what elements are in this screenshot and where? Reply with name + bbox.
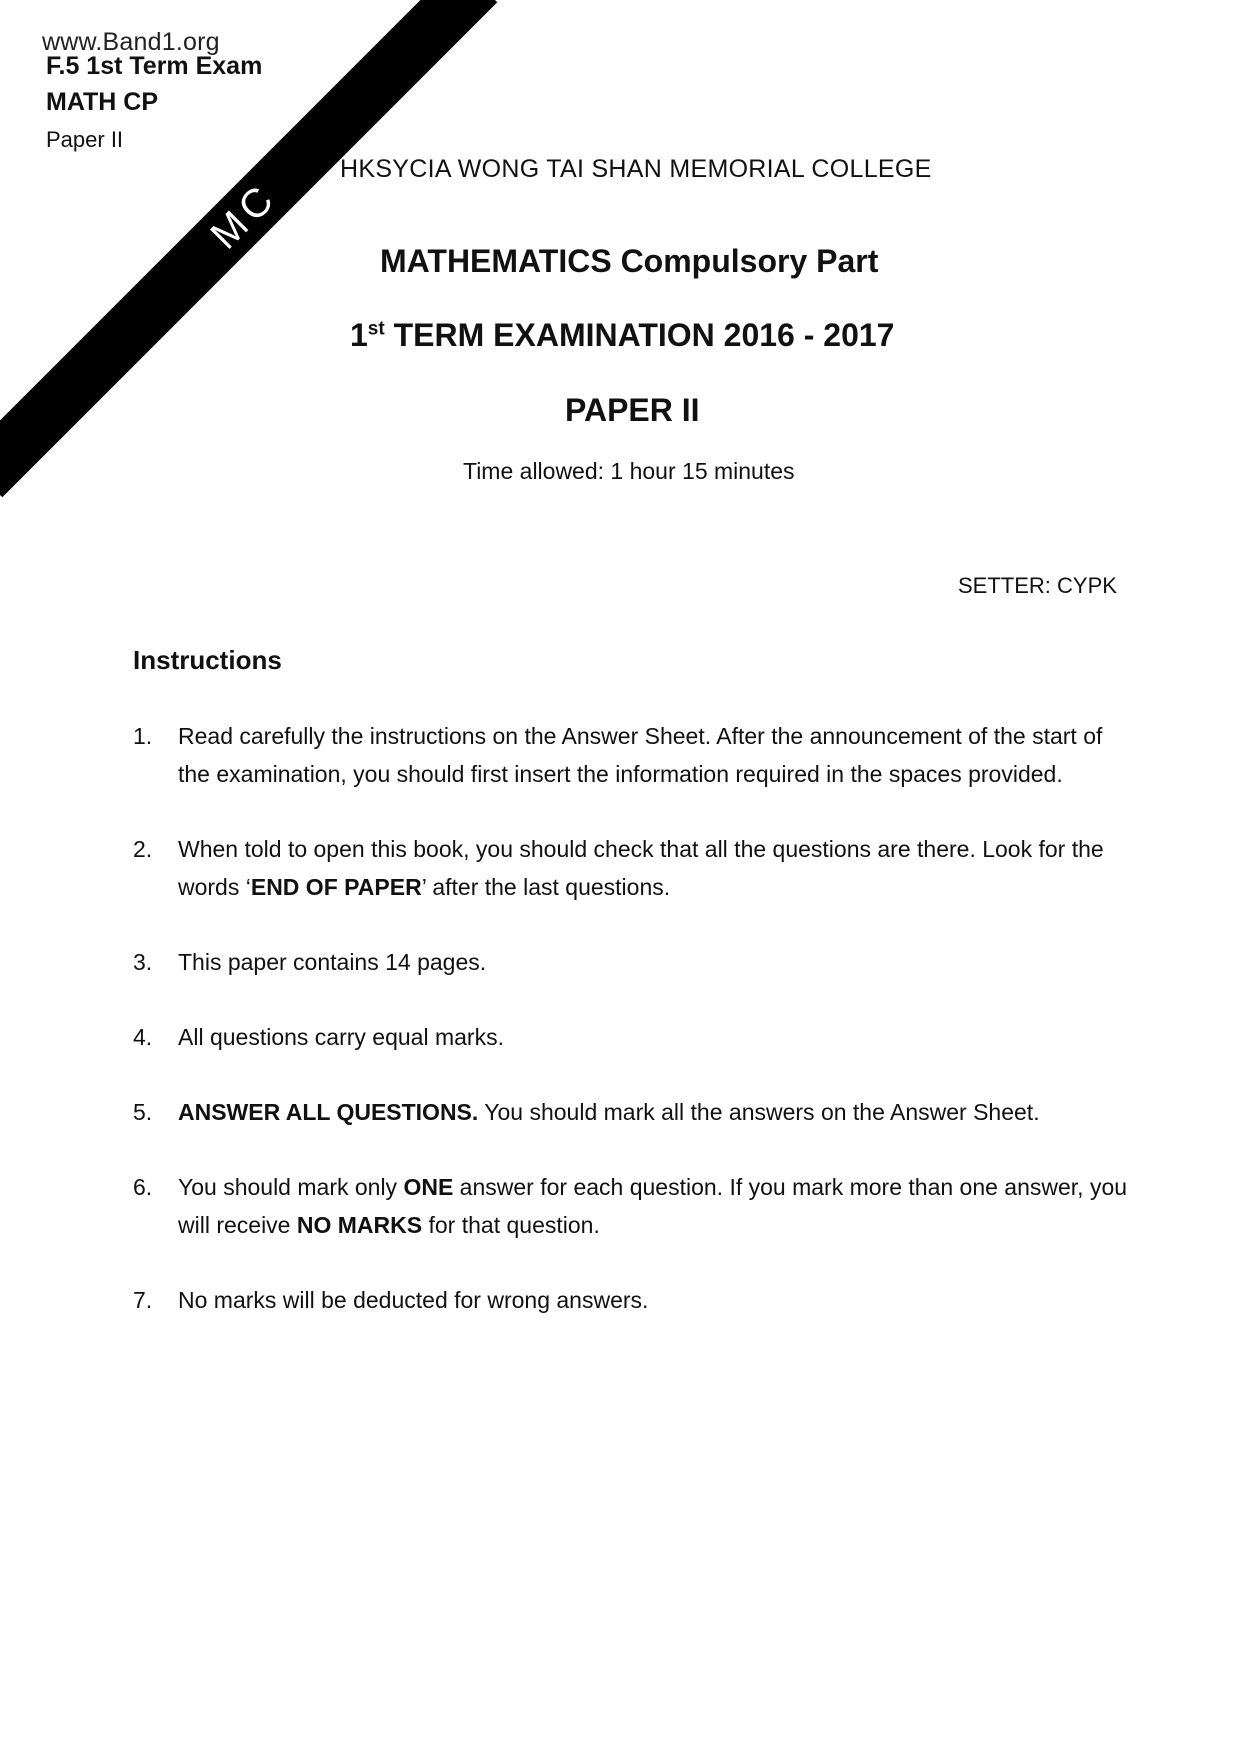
time-allowed: Time allowed: 1 hour 15 minutes (463, 458, 795, 484)
instruction-item-2 (133, 830, 1133, 906)
instruction-item-4 (133, 1018, 1133, 1056)
ribbon-label: MC (201, 173, 286, 258)
instruction-text-part: When told to open this book, you should check that all the questions are there. Look for the words ‘ (178, 836, 1104, 900)
subject-short-label: MATH CP (46, 88, 159, 116)
instruction-text: This paper contains 14 pages. (178, 949, 487, 975)
instruction-text (178, 1093, 1133, 1131)
instruction-item-6 (133, 1168, 1133, 1244)
term-suffix: st (367, 318, 385, 340)
instruction-text: Read carefully the instructions on the Answer Sheet. After the announcement of the start of the examination, you should first insert the information required in the spaces provided. (178, 723, 1103, 787)
exam-label: F.5 1st Term Exam (46, 52, 263, 80)
instruction-number: 6. (133, 1174, 153, 1200)
instruction-item-7 (133, 1281, 1133, 1319)
instruction-text-bold: END OF PAPER (250, 874, 422, 900)
instruction-number: 1. (133, 723, 153, 749)
instruction-item-5 (133, 1093, 1133, 1131)
paper-title: PAPER II (565, 392, 700, 428)
instructions-list (133, 717, 1133, 1356)
instruction-text-bold: NO MARKS (296, 1212, 423, 1238)
instruction-text-bold: ONE (403, 1174, 454, 1200)
instruction-text-part: ’ after the last questions. (421, 874, 671, 900)
instruction-text-part: You should mark only (178, 1174, 404, 1200)
instruction-text-part: You should mark all the answers on the Answer Sheet. (478, 1099, 1040, 1125)
subject-title: MATHEMATICS Compulsory Part (380, 243, 879, 279)
instructions-heading: Instructions (133, 645, 282, 675)
instruction-text-part: answer for each question. If you mark more than one answer, you will receive (178, 1174, 1128, 1238)
instruction-text-bold: ANSWER ALL QUESTIONS. (178, 1099, 479, 1125)
instruction-item-1 (133, 717, 1133, 793)
term-number: 1 (350, 317, 368, 353)
instruction-text: No marks will be deducted for wrong answers. (178, 1287, 649, 1313)
instruction-number: 4. (133, 1024, 153, 1050)
paper-short-label: Paper II (46, 127, 124, 152)
instruction-number: 5. (133, 1099, 153, 1125)
instruction-number: 3. (133, 949, 153, 975)
school-name: HKSYCIA WONG TAI SHAN MEMORIAL COLLEGE (340, 155, 932, 183)
instruction-text (178, 830, 1133, 906)
watermark-url: www.Band1.org (42, 28, 220, 56)
term-rest: TERM EXAMINATION 2016 - 2017 (384, 317, 895, 353)
instruction-text (178, 1168, 1133, 1244)
setter-label: SETTER: CYPK (958, 573, 1117, 598)
instruction-item-3 (133, 943, 1133, 981)
instruction-number: 7. (133, 1287, 153, 1313)
instruction-text: All questions carry equal marks. (178, 1024, 504, 1050)
instruction-text-part: for that question. (422, 1212, 600, 1238)
term-title (350, 317, 894, 354)
instruction-number: 2. (133, 836, 153, 862)
